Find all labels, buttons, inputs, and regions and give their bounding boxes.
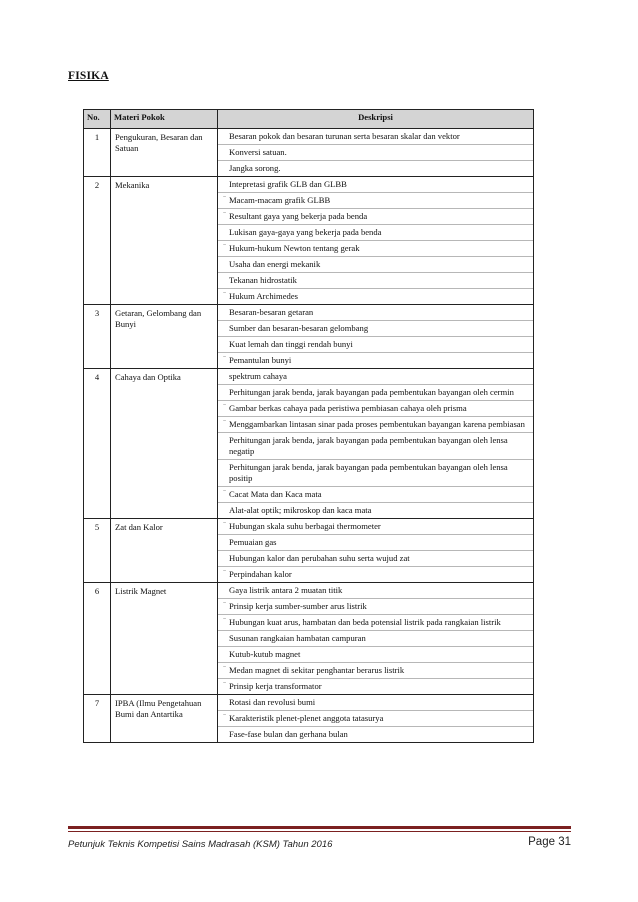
bullet-mark-icon: ‾ [223, 522, 226, 530]
deskripsi-text: Gambar berkas cahaya pada peristiwa pembiasan cahaya oleh prisma [229, 403, 467, 413]
deskripsi-text: Perhitungan jarak benda, jarak bayangan pada pembentukan bayangan oleh lensa positip [229, 462, 508, 483]
bullet-mark-icon: ‾ [223, 490, 226, 498]
materi-pokok-cell: Mekanika [111, 177, 218, 305]
deskripsi-text: Kutub-kutub magnet [229, 649, 301, 659]
deskripsi-item [218, 177, 533, 193]
deskripsi-text: Cacat Mata dan Kaca mata [229, 489, 322, 499]
materi-pokok-cell: Listrik Magnet [111, 583, 218, 695]
bullet-mark-icon: ‾ [223, 292, 226, 300]
footer-document-title: Petunjuk Teknis Kompetisi Sains Madrasah (KSM) Tahun 2016 [68, 839, 333, 850]
bullet-mark-icon: ‾ [223, 244, 226, 252]
deskripsi-cell [218, 177, 534, 305]
table-row [84, 519, 534, 583]
table-body [84, 129, 534, 743]
deskripsi-item [218, 711, 533, 727]
deskripsi-item [218, 519, 533, 535]
deskripsi-text: Rotasi dan revolusi bumi [229, 697, 316, 707]
table-header-row [84, 110, 534, 129]
deskripsi-item [218, 567, 533, 582]
deskripsi-text: Hubungan kuat arus, hambatan dan beda potensial listrik pada rangkaian listrik [229, 617, 501, 627]
deskripsi-text: Lukisan gaya-gaya yang bekerja pada benda [229, 227, 382, 237]
deskripsi-text: Perhitungan jarak benda, jarak bayangan pada pembentukan bayangan oleh lensa negatip [229, 435, 508, 456]
deskripsi-text: Besaran-besaran getaran [229, 307, 314, 317]
row-number: 1 [84, 129, 111, 177]
deskripsi-cell [218, 583, 534, 695]
row-number: 2 [84, 177, 111, 305]
deskripsi-item [218, 433, 533, 460]
deskripsi-text: Medan magnet di sekitar penghantar berarus listrik [229, 665, 405, 675]
table-row [84, 583, 534, 695]
bullet-mark-icon: ‾ [223, 602, 226, 610]
bullet-mark-icon: ‾ [223, 212, 226, 220]
deskripsi-text: Jangka sorong. [229, 163, 281, 173]
deskripsi-text: Besaran pokok dan besaran turunan serta besaran skalar dan vektor [229, 131, 460, 141]
materi-pokok-cell: Pengukuran, Besaran dan Satuan [111, 129, 218, 177]
deskripsi-item [218, 209, 533, 225]
table-row [84, 177, 534, 305]
page-title: FISIKA [68, 70, 109, 82]
deskripsi-text: Intepretasi grafik GLB dan GLBB [229, 179, 347, 189]
materi-pokok-cell: IPBA (Ilmu Pengetahuan Bumi dan Antartika [111, 695, 218, 743]
row-number: 3 [84, 305, 111, 369]
deskripsi-item [218, 460, 533, 487]
row-number: 6 [84, 583, 111, 695]
deskripsi-item [218, 679, 533, 694]
bullet-mark-icon: ‾ [223, 404, 226, 412]
table-row [84, 695, 534, 743]
deskripsi-text: Pemuaian gas [229, 537, 277, 547]
deskripsi-item [218, 727, 533, 742]
deskripsi-text: Karakteristik plenet-plenet anggota tatasurya [229, 713, 384, 723]
deskripsi-item [218, 695, 533, 711]
deskripsi-item [218, 503, 533, 518]
deskripsi-text: Macam-macam grafik GLBB [229, 195, 331, 205]
deskripsi-item [218, 129, 533, 145]
deskripsi-text: Usaha dan energi mekanik [229, 259, 321, 269]
deskripsi-cell [218, 695, 534, 743]
deskripsi-item [218, 193, 533, 209]
deskripsi-text: Menggambarkan lintasan sinar pada proses pembentukan bayangan karena pembiasan [229, 419, 525, 429]
deskripsi-text: Gaya listrik antara 2 muatan titik [229, 585, 343, 595]
deskripsi-item [218, 535, 533, 551]
footer-rule-thin [68, 831, 571, 832]
deskripsi-text: Hukum Archimedes [229, 291, 298, 301]
header-deskripsi: Deskripsi [218, 110, 534, 129]
bullet-mark-icon: ‾ [223, 666, 226, 674]
header-materi-pokok: Materi Pokok [111, 110, 218, 129]
deskripsi-text: Prinsip kerja sumber-sumber arus listrik [229, 601, 367, 611]
deskripsi-item [218, 353, 533, 368]
deskripsi-item [218, 273, 533, 289]
table-row [84, 305, 534, 369]
deskripsi-item [218, 599, 533, 615]
deskripsi-text: Pemantulan bunyi [229, 355, 292, 365]
deskripsi-item [218, 337, 533, 353]
row-number: 4 [84, 369, 111, 519]
bullet-mark-icon: ‾ [223, 420, 226, 428]
deskripsi-text: Hukum-hukum Newton tentang gerak [229, 243, 360, 253]
deskripsi-cell [218, 305, 534, 369]
deskripsi-item [218, 145, 533, 161]
deskripsi-text: Kuat lemah dan tinggi rendah bunyi [229, 339, 353, 349]
syllabus-table [83, 109, 534, 743]
deskripsi-item [218, 631, 533, 647]
row-number: 7 [84, 695, 111, 743]
bullet-mark-icon: ‾ [223, 682, 226, 690]
bullet-mark-icon: ‾ [223, 570, 226, 578]
deskripsi-text: Tekanan hidrostatik [229, 275, 297, 285]
deskripsi-text: Susunan rangkaian hambatan campuran [229, 633, 366, 643]
deskripsi-item [218, 289, 533, 304]
deskripsi-text: Perpindahan kalor [229, 569, 292, 579]
deskripsi-item [218, 583, 533, 599]
deskripsi-text: Hubungan kalor dan perubahan suhu serta wujud zat [229, 553, 410, 563]
deskripsi-item [218, 161, 533, 176]
deskripsi-text: Fase-fase bulan dan gerhana bulan [229, 729, 348, 739]
row-number: 5 [84, 519, 111, 583]
bullet-mark-icon: ‾ [223, 714, 226, 722]
deskripsi-text: Perhitungan jarak benda, jarak bayangan pada pembentukan bayangan oleh cermin [229, 387, 514, 397]
deskripsi-cell [218, 369, 534, 519]
deskripsi-item [218, 487, 533, 503]
footer-rule-thick [68, 826, 571, 829]
deskripsi-item [218, 257, 533, 273]
bullet-mark-icon: ‾ [223, 196, 226, 204]
footer-page-number: Page 31 [528, 836, 571, 848]
deskripsi-text: spektrum cahaya [229, 371, 287, 381]
deskripsi-item [218, 305, 533, 321]
table-row [84, 369, 534, 519]
bullet-mark-icon: ‾ [223, 356, 226, 364]
deskripsi-text: Hubungan skala suhu berbagai thermometer [229, 521, 381, 531]
deskripsi-cell [218, 129, 534, 177]
header-no: No. [84, 110, 111, 129]
deskripsi-text: Alat-alat optik; mikroskop dan kaca mata [229, 505, 372, 515]
deskripsi-item [218, 385, 533, 401]
materi-pokok-cell: Cahaya dan Optika [111, 369, 218, 519]
materi-pokok-cell: Getaran, Gelombang dan Bunyi [111, 305, 218, 369]
materi-pokok-cell: Zat dan Kalor [111, 519, 218, 583]
deskripsi-text: Prinsip kerja transformator [229, 681, 322, 691]
deskripsi-item [218, 225, 533, 241]
deskripsi-item [218, 615, 533, 631]
deskripsi-item [218, 401, 533, 417]
deskripsi-item [218, 417, 533, 433]
deskripsi-item [218, 663, 533, 679]
deskripsi-item [218, 551, 533, 567]
table-row [84, 129, 534, 177]
deskripsi-item [218, 369, 533, 385]
deskripsi-text: Konversi satuan. [229, 147, 287, 157]
deskripsi-text: Resultant gaya yang bekerja pada benda [229, 211, 368, 221]
deskripsi-text: Sumber dan besaran-besaran gelombang [229, 323, 369, 333]
bullet-mark-icon: ‾ [223, 618, 226, 626]
deskripsi-item [218, 241, 533, 257]
deskripsi-item [218, 321, 533, 337]
deskripsi-item [218, 647, 533, 663]
deskripsi-cell [218, 519, 534, 583]
